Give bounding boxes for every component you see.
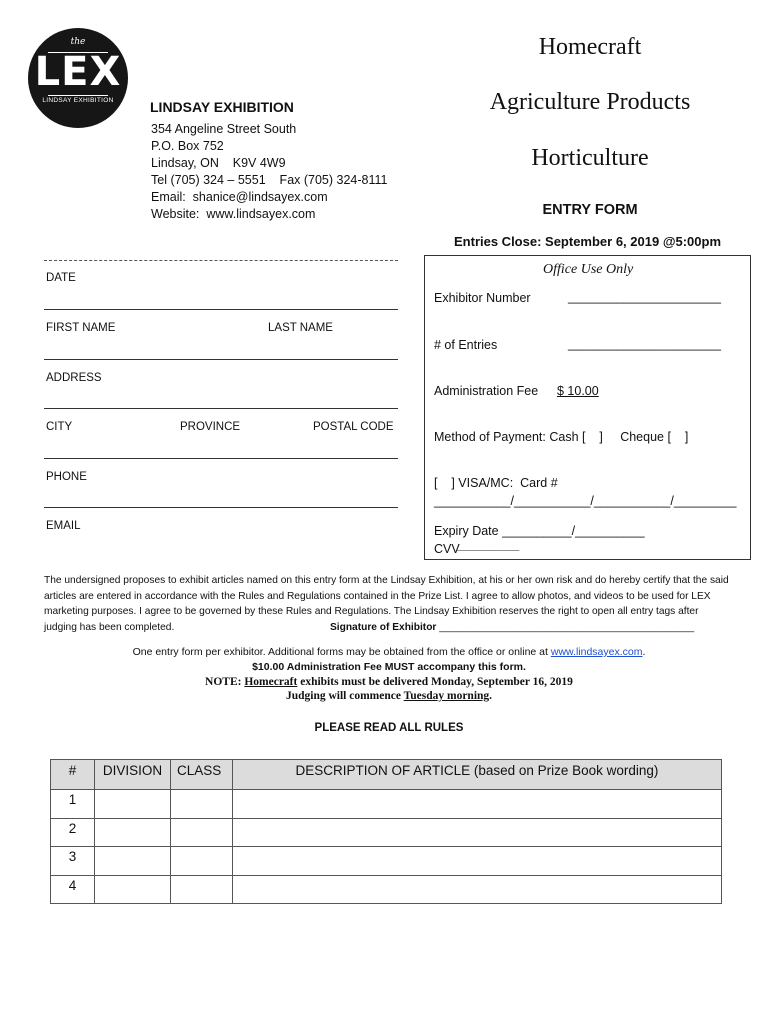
address-line-1: 354 Angeline Street South xyxy=(151,122,297,136)
division-cell[interactable] xyxy=(95,847,171,876)
division-cell[interactable] xyxy=(95,875,171,904)
postal-code-label: POSTAL CODE xyxy=(313,421,394,433)
title-agriculture: Agriculture Products xyxy=(489,89,691,115)
judging-day: Tuesday morning xyxy=(403,690,490,702)
class-cell[interactable] xyxy=(171,818,233,847)
row-number: 3 xyxy=(51,847,95,876)
title-homecraft: Homecraft xyxy=(538,34,642,60)
top-rule xyxy=(44,260,398,261)
note-line-4 xyxy=(44,690,734,702)
signature-label: Signature of Exhibitor xyxy=(329,621,437,633)
note-line-1-text: One entry form per exhibitor. Additional forms may be obtained from the office or online at xyxy=(132,646,551,658)
note-line-2: $10.00 Administration Fee MUST accompany this form. xyxy=(252,661,526,673)
province-label: PROVINCE xyxy=(180,421,241,433)
lex-logo xyxy=(28,28,128,128)
email-label: EMAIL xyxy=(46,520,81,532)
legal-paragraph xyxy=(44,573,734,635)
city-line[interactable] xyxy=(44,458,398,459)
logo-sub-text: LINDSAY EXHIBITION xyxy=(42,97,114,104)
logo-rule-bottom xyxy=(48,95,108,96)
num-entries-label: # of Entries xyxy=(434,338,498,352)
header-description: DESCRIPTION OF ARTICLE (based on Prize Book wording) xyxy=(233,760,722,790)
table-row xyxy=(51,818,722,847)
city-label: CITY xyxy=(46,421,73,433)
table-row xyxy=(51,875,722,904)
judging-prefix: Judging will commence xyxy=(285,690,404,702)
division-cell[interactable] xyxy=(95,790,171,819)
address-label: ADDRESS xyxy=(46,372,102,384)
date-line[interactable] xyxy=(44,309,398,310)
address-line-2: P.O. Box 752 xyxy=(151,139,224,153)
website-link[interactable]: www.lindsayex.com xyxy=(550,646,643,658)
header-division: DIVISION xyxy=(95,760,171,790)
phone-label: PHONE xyxy=(46,471,87,483)
note-line-1-end: . xyxy=(642,646,646,658)
legal-text: The undersigned proposes to exhibit articles named on this entry form at the Lindsay Exhibition, at his or her own risk and do hereby certify that the said articles are entered in accordance with the Rules and Regulations contained in the Prize List. I agree to allow photos, and videos to be used for LEX marketing purposes. I agree to be governed by these Rules and Regulations. The Lindsay Exhibition reserves the right to open all entry tags after judging has been completed. xyxy=(44,575,729,633)
exhibitor-number-field[interactable]: ______________________ xyxy=(568,290,721,304)
description-cell[interactable] xyxy=(233,790,722,819)
logo-big-text: LEX xyxy=(34,49,122,95)
org-name: LINDSAY EXHIBITION xyxy=(150,99,294,115)
cvv-label: CVV xyxy=(434,542,460,556)
num-entries-field[interactable]: ______________________ xyxy=(568,337,721,351)
entries-table xyxy=(50,759,722,904)
office-use-heading: Office Use Only xyxy=(543,262,634,277)
note-homecraft: Homecraft xyxy=(244,676,298,688)
visa-mc-label[interactable]: [ ] VISA/MC: Card # xyxy=(434,476,558,490)
table-header-row xyxy=(51,760,722,790)
description-cell[interactable] xyxy=(233,847,722,876)
note-line-1 xyxy=(44,646,734,658)
last-name-label: LAST NAME xyxy=(268,322,333,334)
title-horticulture: Horticulture xyxy=(531,145,649,171)
website-line: Website: www.lindsayex.com xyxy=(151,207,316,221)
name-line[interactable] xyxy=(44,359,398,360)
class-cell[interactable] xyxy=(171,847,233,876)
address-line-3: Lindsay, ON K9V 4W9 xyxy=(151,156,286,170)
admin-fee-value: $ 10.00 xyxy=(557,384,599,398)
table-row xyxy=(51,847,722,876)
description-cell[interactable] xyxy=(233,818,722,847)
judging-end: . xyxy=(489,690,493,702)
signature-field[interactable]: _____________________________________________ xyxy=(439,621,695,633)
description-cell[interactable] xyxy=(233,875,722,904)
address-field-line[interactable] xyxy=(44,408,398,409)
card-number-field[interactable]: ___________/___________/___________/_________ xyxy=(434,494,737,508)
row-number: 4 xyxy=(51,875,95,904)
note-prefix: NOTE: xyxy=(205,676,245,688)
entries-close: Entries Close: September 6, 2019 @5:00pm xyxy=(454,234,722,249)
email-line: Email: shanice@lindsayex.com xyxy=(151,190,328,204)
note-line-3 xyxy=(44,676,734,688)
header-class: CLASS xyxy=(171,760,233,790)
division-cell[interactable] xyxy=(95,818,171,847)
payment-method[interactable]: Method of Payment: Cash [ ] Cheque [ ] xyxy=(434,430,689,444)
logo-small-text: the xyxy=(70,37,86,47)
header-number: # xyxy=(51,760,95,790)
class-cell[interactable] xyxy=(171,790,233,819)
admin-fee-label: Administration Fee xyxy=(434,384,539,398)
cvv-field[interactable]: ________________ xyxy=(457,544,520,551)
office-use-box xyxy=(424,255,751,560)
entry-form-title: ENTRY FORM xyxy=(542,202,638,218)
first-name-label: FIRST NAME xyxy=(46,322,116,334)
phone-line[interactable] xyxy=(44,507,398,508)
class-cell[interactable] xyxy=(171,875,233,904)
exhibitor-number-label: Exhibitor Number xyxy=(434,291,531,305)
phone-fax-line: Tel (705) 324 – 5551 Fax (705) 324-8111 xyxy=(151,173,388,187)
row-number: 1 xyxy=(51,790,95,819)
note-delivery: exhibits must be delivered Monday, September 16, 2019 xyxy=(297,676,573,688)
table-row xyxy=(51,790,722,819)
date-label: DATE xyxy=(46,272,76,284)
read-rules: PLEASE READ ALL RULES xyxy=(314,722,464,734)
row-number: 2 xyxy=(51,818,95,847)
expiry-date-field[interactable]: Expiry Date __________/__________ xyxy=(434,524,645,538)
